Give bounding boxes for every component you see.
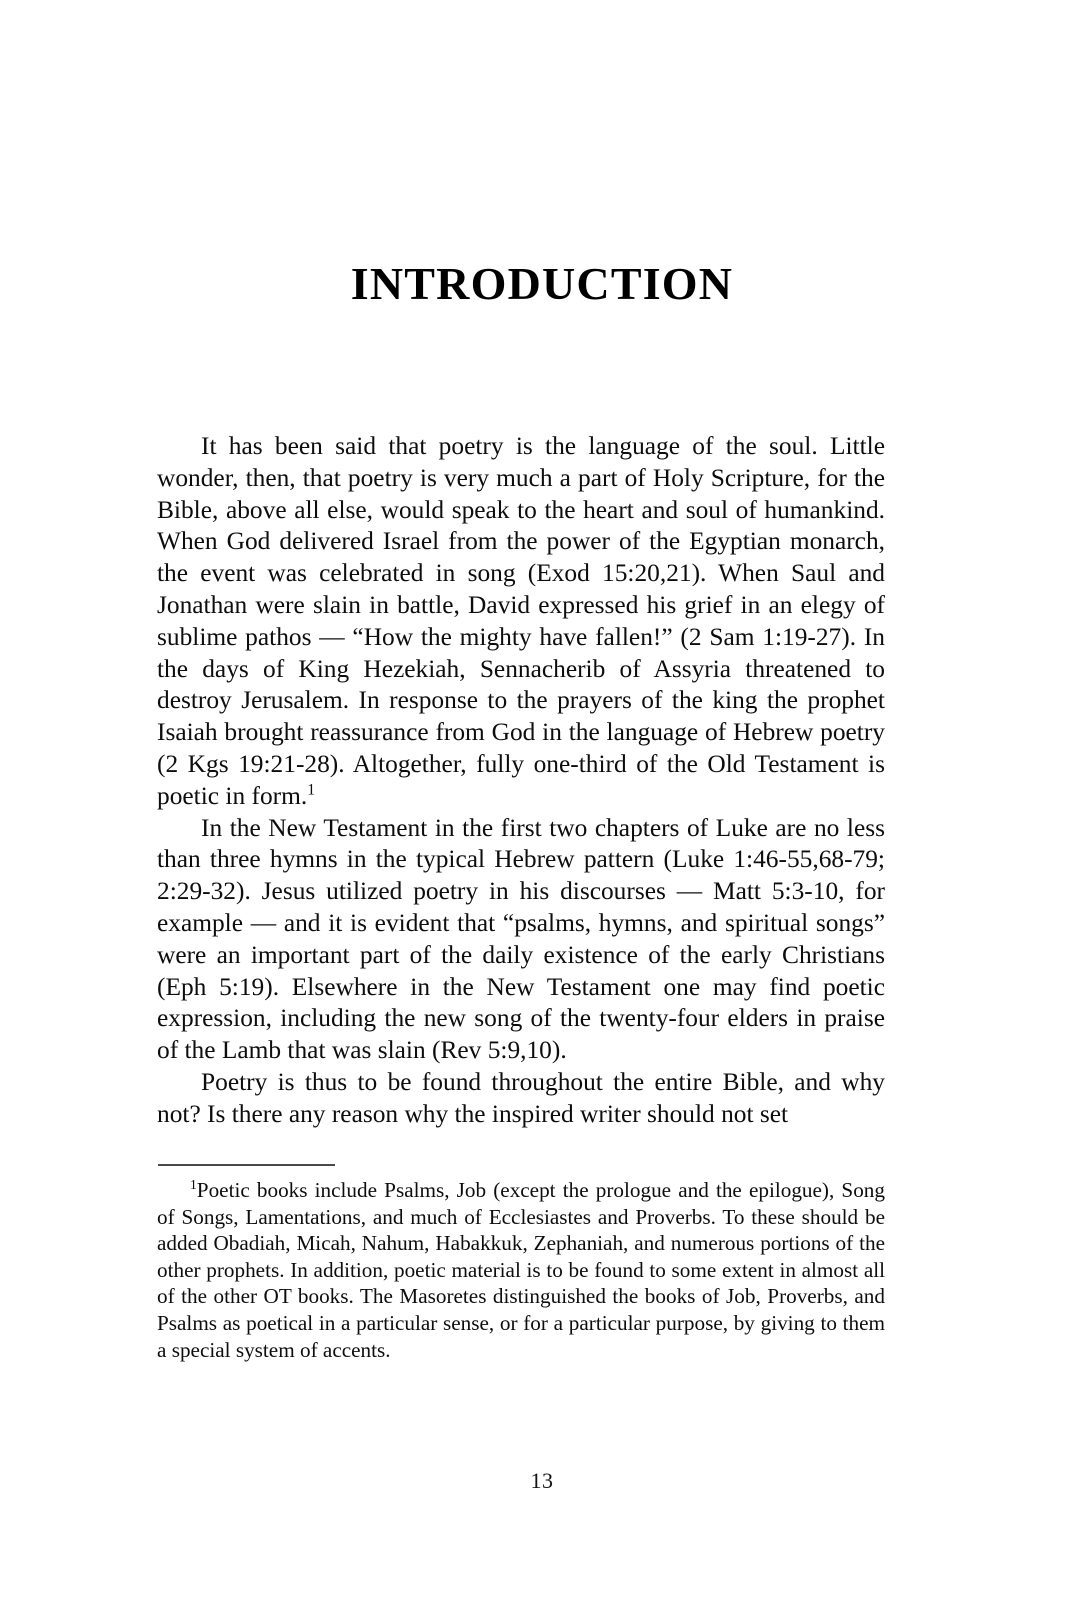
footnote-separator-rule xyxy=(158,1164,335,1166)
page-number: 13 xyxy=(530,1468,554,1493)
footnote-reference-marker[interactable]: 1 xyxy=(307,781,316,799)
footnote-area xyxy=(157,1177,885,1363)
paragraph-3: Poetry is thus to be found throughout the entire Bible, and why not? Is there any reason why the inspired writer should not set xyxy=(157,1067,885,1128)
body-text xyxy=(157,431,885,1131)
paragraph-1 xyxy=(157,431,885,813)
page-title: INTRODUCTION xyxy=(350,257,734,309)
footnote-marker: 1 xyxy=(190,1176,197,1192)
paragraph-1-text: It has been said that poetry is the language of the soul. Little wonder, then, that poetry is very much a part of Holy Scripture, for the Bible, above all else, would speak to the heart and soul of humankind. When God delivered Israel from the power of the Egyptian monarch, the event was celebrated in song (Exod 15:20,21). When Saul and Jonathan were slain in battle, David expressed his grief in an elegy of sublime pathos — “How the mighty have fallen!” (2 Sam 1:19-27). In the days of King Hezekiah, Sennacherib of Assyria threatened to destroy Jerusalem. In response to the prayers of the king the prophet Isaiah brought reassurance from God in the language of Hebrew poetry (2 Kgs 19:21-28). Altogether, fully one-third of the Old Testament is poetic in form. xyxy=(157,432,885,810)
footnote-1 xyxy=(157,1177,885,1363)
footnote-text: Poetic books include Psalms, Job (except the prologue and the epilogue), Song of Songs, Lamentations, and much of Ecclesiastes and Proverbs. To these should be added Obadiah, Micah, Nahum, Habakkuk, Zephaniah, and numerous portions of the other prophets. In addition, poetic material is to be found to some extent in almost all of the other OT books. The Masoretes distinguished the books of Job, Proverbs, and Psalms as poetical in a particular sense, or for a particular purpose, by giving to them a special system of accents. xyxy=(157,1178,885,1362)
paragraph-2: In the New Testament in the first two chapters of Luke are no less than three hymns in the typical Hebrew pattern (Luke 1:46-55,68-79; 2:29-32). Jesus utilized poetry in his discourses — Matt 5:3-10, for example — and it is evident that “psalms, hymns, and spiritual songs” were an important part of the daily existence of the early Christians (Eph 5:19). Elsewhere in the New Testament one may find poetic expression, including the new song of the twenty-four elders in praise of the Lamb that was slain (Rev 5:9,10). xyxy=(157,813,885,1065)
